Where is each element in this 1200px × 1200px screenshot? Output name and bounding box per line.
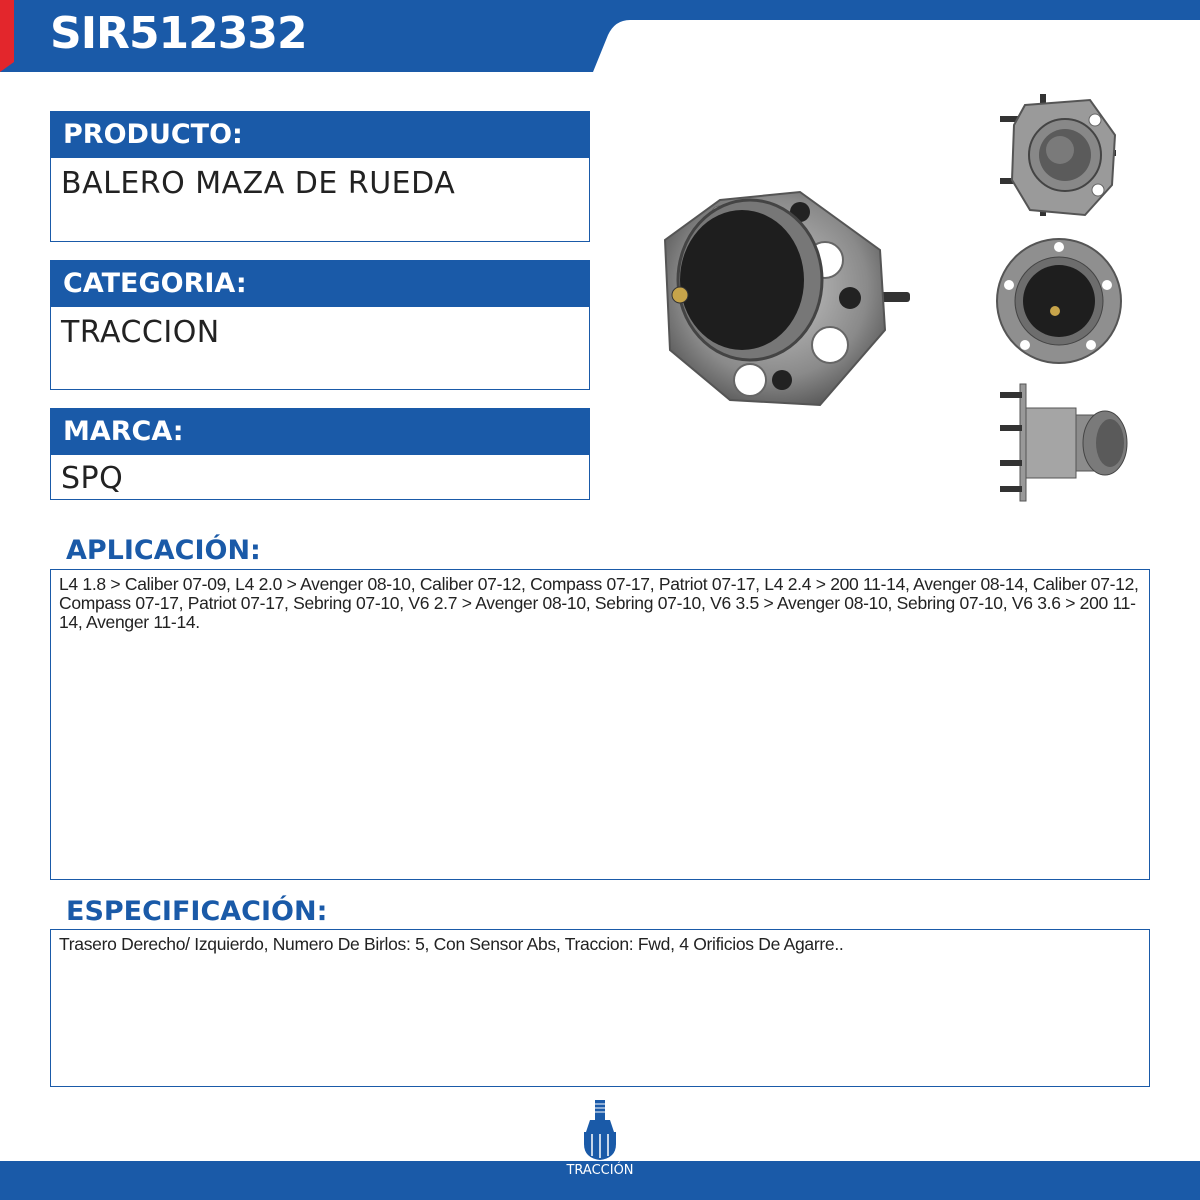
product-box [50,111,590,242]
specification-box [50,929,1150,1087]
brand-label: MARCA: [51,409,589,455]
specification-title: ESPECIFICACIÓN: [66,896,328,927]
wheel-hub-side-photo [1000,380,1130,505]
category-label: CATEGORIA: [51,261,589,307]
part-number: SIR512332 [50,8,307,59]
cv-joint-icon [582,1100,618,1162]
wheel-hub-back-photo [995,237,1123,365]
wheel-hub-main-photo [650,180,910,420]
application-title: APLICACIÓN: [66,535,261,566]
category-box [50,260,590,390]
brand-box [50,408,590,500]
product-value: BALERO MAZA DE RUEDA [61,166,456,201]
application-box [50,569,1150,880]
category-value: TRACCION [61,315,220,350]
specification-text: Trasero Derecho/ Izquierdo, Numero De Birlos: 5, Con Sensor Abs, Traccion: Fwd, 4 Orificios De Agarre.. [59,934,844,954]
application-text: L4 1.8 > Caliber 07-09, L4 2.0 > Avenger 08-10, Caliber 07-12, Compass 07-17, Patriot 07-17, L4 2.4 > 200 11-14, Avenger 08-14, Caliber 07-12, Compass 07-17, Patriot 07-17, Sebring 07-10, V6 2.7 > Avenger 08-10, Sebring 07-10, V6 3.5 > Avenger 08-10, Sebring 07-10, V6 3.6 > 200 11-14, Avenger 11-14. [59,574,1139,632]
brand-value: SPQ [61,461,124,496]
footer-category-label: TRACCIÓN [566,1163,634,1178]
wheel-hub-angle-photo [1000,90,1120,220]
product-label: PRODUCTO: [51,112,589,158]
